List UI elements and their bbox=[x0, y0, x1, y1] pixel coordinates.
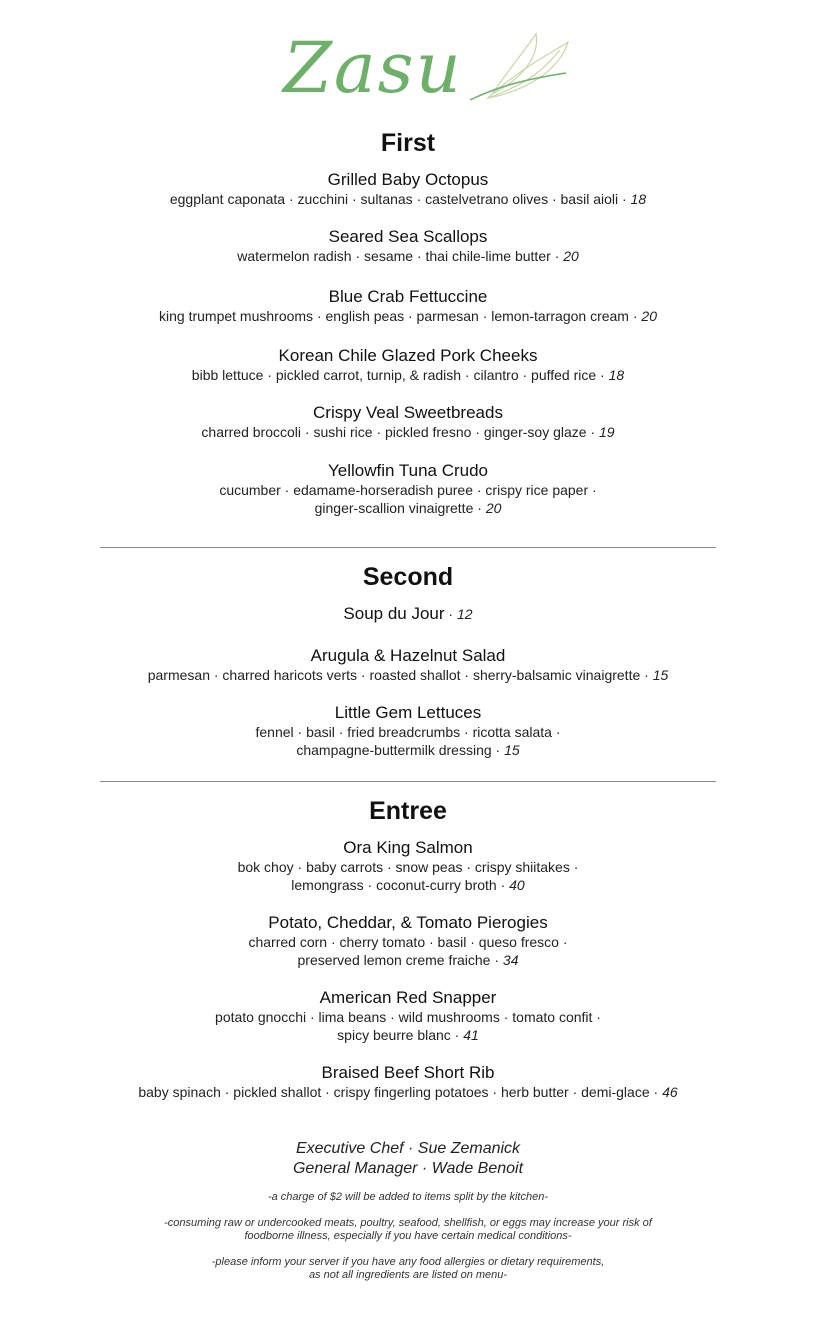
item-description: charred corn · cherry tomato · basil · queso fresco · bbox=[248, 934, 568, 950]
menu-item bbox=[0, 988, 816, 1044]
item-name: American Red Snapper bbox=[319, 988, 497, 1007]
menu-item bbox=[0, 403, 816, 441]
section-title: Entree bbox=[369, 797, 447, 825]
item-name: Yellowfin Tuna Crudo bbox=[327, 461, 489, 480]
item-description: champagne-buttermilk dressing · 15 bbox=[296, 742, 520, 758]
section-divider bbox=[100, 547, 716, 548]
item-name: Seared Sea Scallops bbox=[328, 227, 488, 246]
section-entree bbox=[0, 796, 816, 1101]
section-title: Second bbox=[362, 563, 454, 591]
item-description: cucumber · edamame-horseradish puree · crispy rice paper · bbox=[219, 482, 597, 498]
item-price: 41 bbox=[463, 1027, 479, 1043]
item-description: eggplant caponata · zucchini · sultanas · castelvetrano olives · basil aioli · 18 bbox=[169, 191, 647, 207]
item-description: preserved lemon creme fraiche · 34 bbox=[297, 952, 519, 968]
menu-item bbox=[0, 287, 816, 325]
item-name: Blue Crab Fettuccine bbox=[328, 287, 488, 306]
item-name: Soup du Jour · 12 bbox=[343, 604, 473, 623]
item-name: Arugula & Hazelnut Salad bbox=[310, 646, 506, 665]
menu-notes bbox=[0, 1191, 816, 1282]
split-charge-note: -a charge of $2 will be added to items split by the kitchen- bbox=[267, 1191, 549, 1203]
item-description: bibb lettuce · pickled carrot, turnip, & radish · cilantro · puffed rice · 18 bbox=[191, 367, 625, 383]
item-name: Korean Chile Glazed Pork Cheeks bbox=[278, 346, 538, 365]
item-price: 20 bbox=[563, 248, 579, 264]
item-price: 18 bbox=[630, 191, 647, 207]
menu-item bbox=[0, 1063, 816, 1101]
restaurant-logo bbox=[0, 28, 816, 108]
allergy-note: -please inform your server if you have any food allergies or dietary requirements, as not all ingredients are listed on menu- bbox=[211, 1256, 605, 1281]
section-second bbox=[0, 562, 816, 759]
item-price: 15 bbox=[652, 667, 669, 683]
menu-item bbox=[0, 461, 816, 517]
item-price: 20 bbox=[641, 308, 657, 324]
menu-item bbox=[0, 703, 816, 759]
menu-item bbox=[0, 170, 816, 208]
item-description: bok choy · baby carrots · snow peas · crispy shiitakes · bbox=[237, 859, 579, 875]
item-description: watermelon radish · sesame · thai chile-lime butter · 20 bbox=[237, 248, 579, 264]
menu-item bbox=[0, 227, 816, 265]
item-price: 12 bbox=[457, 606, 473, 622]
item-price: 34 bbox=[502, 952, 519, 968]
executive-chef: Executive Chef · Sue Zemanick bbox=[295, 1140, 521, 1157]
item-name: Little Gem Lettuces bbox=[334, 703, 482, 722]
section-title: First bbox=[380, 129, 436, 157]
menu-item bbox=[0, 604, 816, 624]
item-name: Crispy Veal Sweetbreads bbox=[313, 403, 503, 422]
menu-item bbox=[0, 838, 816, 894]
menu-item bbox=[0, 913, 816, 969]
menu bbox=[0, 128, 816, 1282]
section-first bbox=[0, 128, 816, 517]
item-price: 40 bbox=[509, 877, 525, 893]
general-manager: General Manager · Wade Benoit bbox=[292, 1160, 524, 1177]
item-description: ginger-scallion vinaigrette · 20 bbox=[314, 500, 502, 516]
item-price: 18 bbox=[608, 367, 625, 383]
item-description: fennel · basil · fried breadcrumbs · ricotta salata · bbox=[255, 724, 561, 740]
item-description: spicy beurre blanc · 41 bbox=[337, 1027, 479, 1043]
item-price: 15 bbox=[504, 742, 520, 758]
item-description: parmesan · charred haricots verts · roasted shallot · sherry-balsamic vinaigrette · 15 bbox=[147, 667, 669, 683]
item-description: baby spinach · pickled shallot · crispy fingerling potatoes · herb butter · demi-glace · 46 bbox=[138, 1084, 678, 1100]
item-name: Potato, Cheddar, & Tomato Pierogies bbox=[268, 913, 548, 932]
food-safety-note: -consuming raw or undercooked meats, poultry, seafood, shellfish, or eggs may increase your risk of foodborne illness, especially if you have certain medical conditions- bbox=[164, 1217, 652, 1242]
item-description: potato gnocchi · lima beans · wild mushrooms · tomato confit · bbox=[215, 1009, 601, 1025]
item-description: king trumpet mushrooms · english peas · parmesan · lemon-tarragon cream · 20 bbox=[159, 308, 657, 324]
staff-credits bbox=[0, 1139, 816, 1179]
item-price: 20 bbox=[485, 500, 502, 516]
item-name: Ora King Salmon bbox=[343, 838, 473, 857]
item-description: lemongrass · coconut-curry broth · 40 bbox=[291, 877, 525, 893]
item-description: charred broccoli · sushi rice · pickled fresno · ginger-soy glaze · 19 bbox=[201, 424, 615, 440]
menu-item bbox=[0, 646, 816, 684]
item-name: Grilled Baby Octopus bbox=[327, 170, 489, 189]
logo-wordmark: Zasu bbox=[283, 27, 463, 109]
section-divider bbox=[100, 781, 716, 782]
menu-item bbox=[0, 346, 816, 384]
item-name: Braised Beef Short Rib bbox=[321, 1063, 495, 1082]
item-price: 19 bbox=[599, 424, 615, 440]
item-price: 46 bbox=[662, 1084, 678, 1100]
